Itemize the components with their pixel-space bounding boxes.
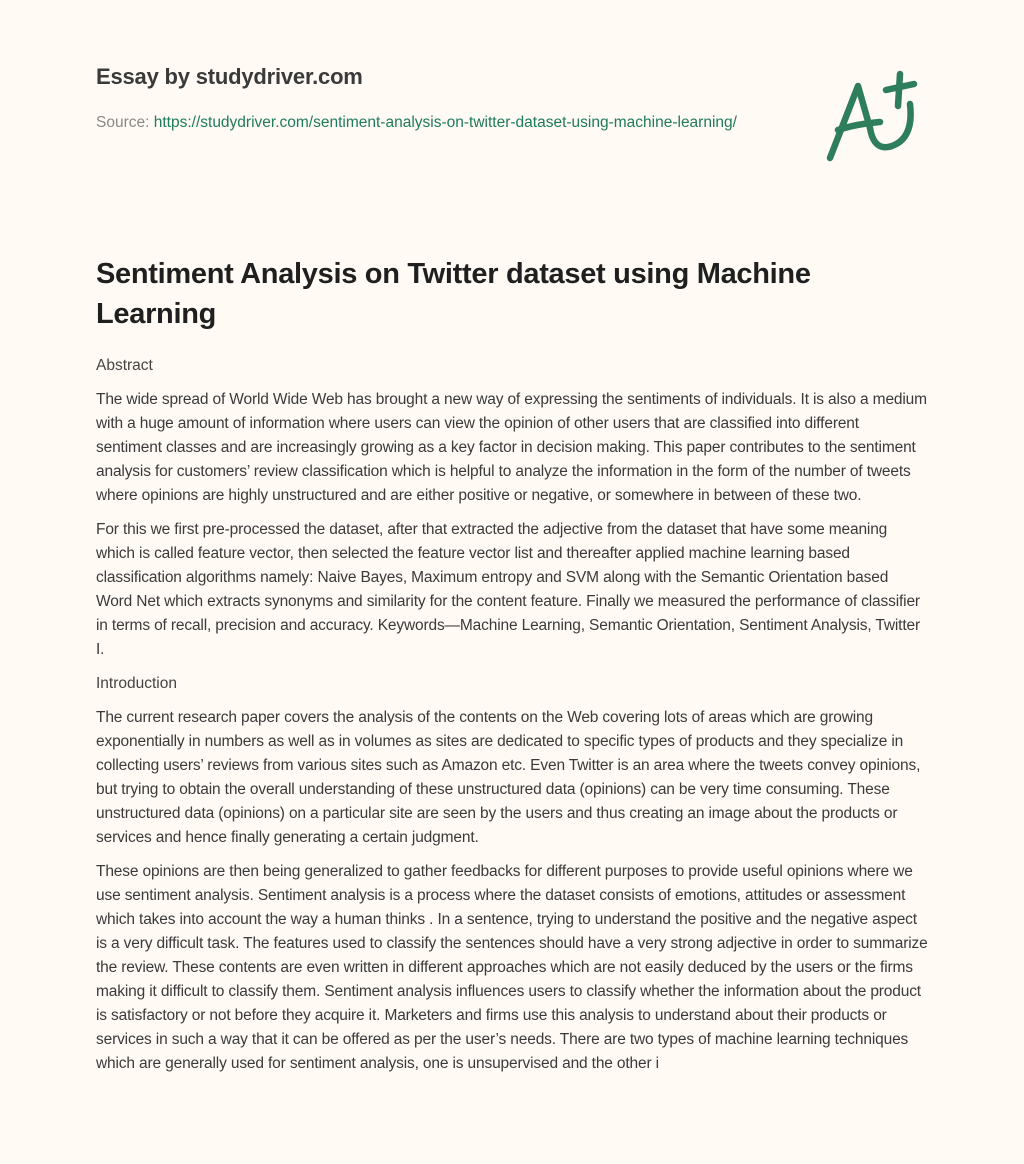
introduction-paragraph: These opinions are then being generalized to gather feedbacks for different purposes to provide useful opinions where we use sentiment analysis. Sentiment analysis is a process where the dataset consists of emotions, attitudes or assessment which takes into account the way a human thinks . In a sentence, trying to understand the positive and the negative aspect is a very difficult task. The features used to classify the sentences should have a very strong adjective in order to summarize the review. These contents are even written in different approaches which are not easily deduced by the users or the firms making it difficult to classify them. Sentiment analysis influences users to classify whether the information about the product is satisfactory or not before they acquire it. Marketers and firms use this analysis to understand about their products or services in such a way that it can be offered as per the user’s needs. There are two types of machine learning techniques which are generally used for sentiment analysis, one is unsupervised and the other i [96,863,928,1072]
section-heading-introduction: Introduction [96,675,177,692]
abstract-paragraph: For this we first pre-processed the dataset, after that extracted the adjective from the dataset that have some meaning which is called feature vector, then selected the feature vector list and thereafter applied machine learning based classification algorithms namely: Naive Bayes, Maximum entropy and SVM along with the Semantic Orientation based Word Net which extracts synonyms and similarity for the content feature. Finally we measured the performance of classifier in terms of recall, precision and accuracy. Keywords—Machine Learning, Semantic Orientation, Sentiment Analysis, Twitter I. [96,521,920,658]
page-header [96,0,928,240]
source-link[interactable]: https://studydriver.com/sentiment-analysis-on-twitter-dataset-using-machine-learning/ [153,114,737,131]
a-plus-grade-icon [822,66,932,166]
abstract-paragraph: The wide spread of World Wide Web has brought a new way of expressing the sentiments of individuals. It is also a medium with a huge amount of information where users can view the opinion of other users that are classified into different sentiment classes and are increasingly growing as a key factor in decision making. This paper contributes to the sentiment analysis for customers’ review classification which is helpful to analyze the information in the form of the number of tweets where opinions are highly unstructured and are either positive or negative, or somewhere in between of these two. [96,391,927,504]
site-brand: Essay by studydriver.com [96,64,363,89]
essay-page [96,0,928,1072]
section-heading-abstract: Abstract [96,357,153,374]
essay-title: Sentiment Analysis on Twitter dataset using Machine Learning [96,258,811,330]
essay-body [96,354,928,1086]
source-line [96,111,756,135]
source-label: Source: [96,114,150,131]
introduction-paragraph: The current research paper covers the analysis of the contents on the Web covering lots of areas which are growing exponentially in numbers as well as in volumes as sites are dedicated to specific types of products and they specialize in collecting users’ reviews from various sites such as Amazon etc. Even Twitter is an area where the tweets convey opinions, but trying to obtain the overall understanding of these unstructured data (opinions) can be very time consuming. These unstructured data (opinions) on a particular site are seen by the users and thus creating an image about the products or services and hence finally generating a certain judgment. [96,709,921,846]
